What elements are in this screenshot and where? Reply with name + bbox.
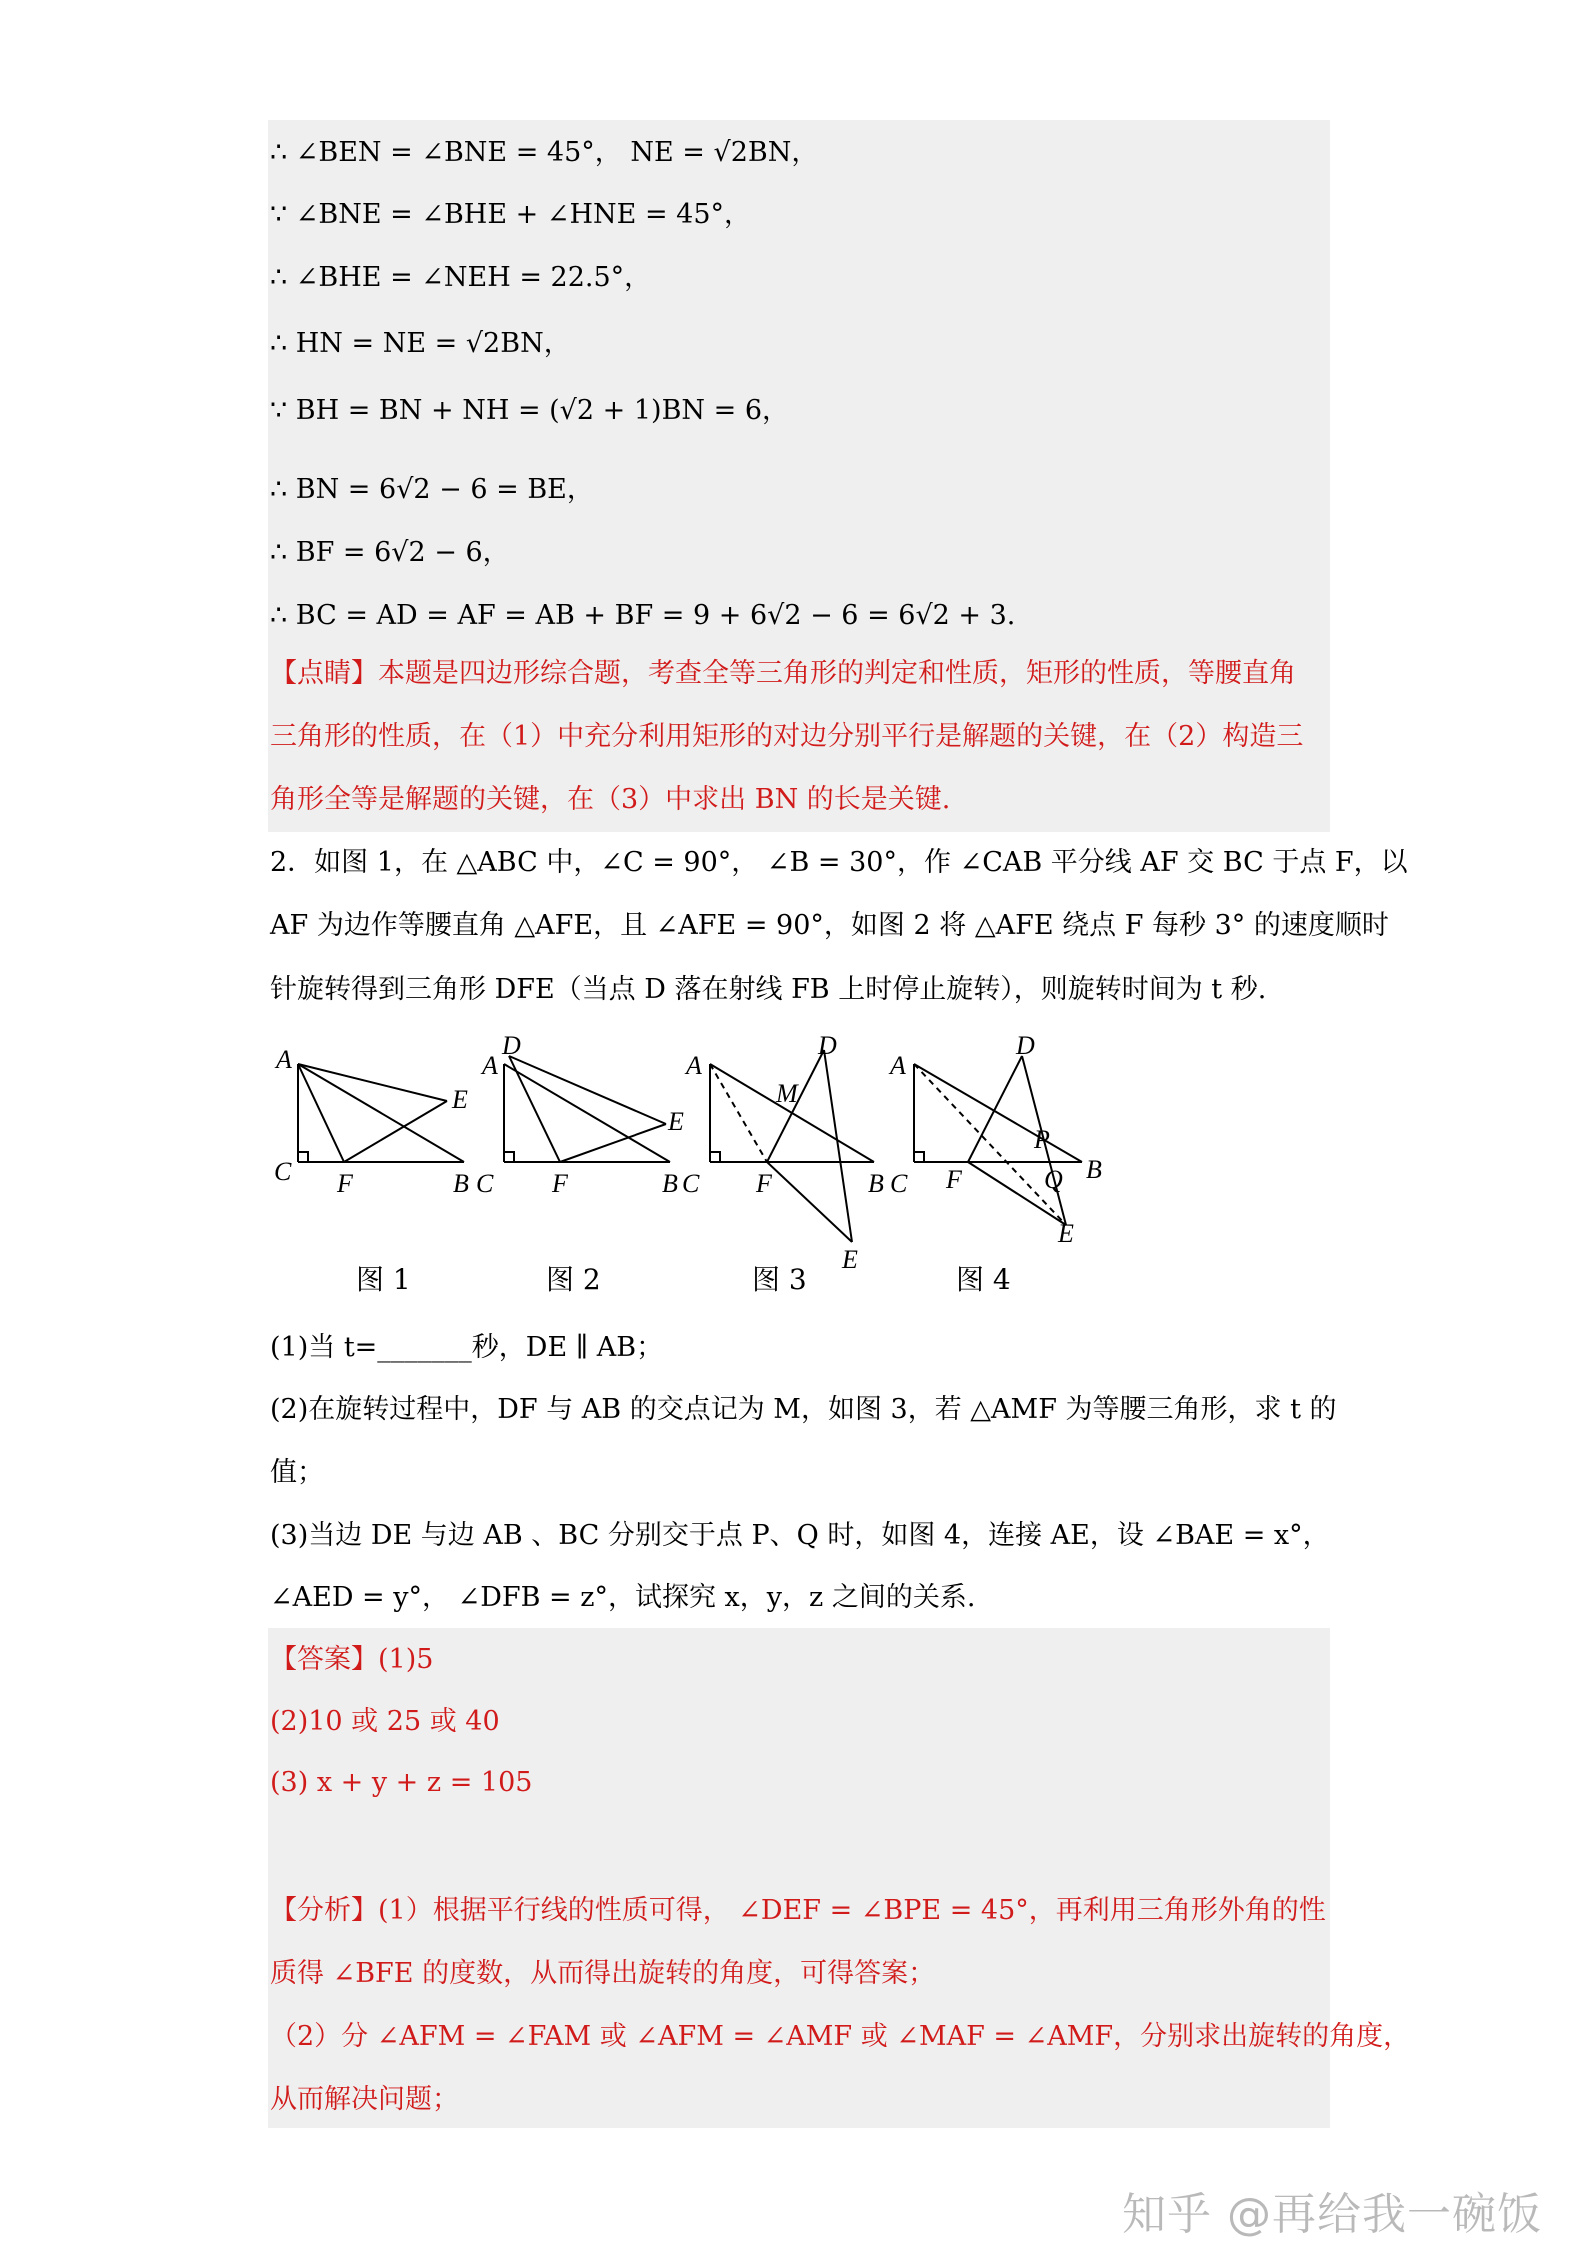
question-2-cont: 值； — [270, 1457, 324, 1488]
label-fig2-E: E — [668, 1107, 684, 1136]
label-fig1-A: A — [276, 1045, 292, 1074]
solution-line-8: ∴ BC = AD = AF = AB + BF = 9 + 6√2 − 6 = 6√2 + 3. — [270, 600, 1016, 631]
analysis-line-1: 【分析】(1）根据平行线的性质可得， ∠DEF = ∠BPE = 45°，再利用三角形外角的性 — [270, 1895, 1326, 1926]
question-3: (3)当边 DE 与边 AB 、BC 分别交于点 P、Q 时，如图 4，连接 AE，设 ∠BAE = x°， — [270, 1520, 1330, 1551]
label-fig1-C: C — [274, 1157, 292, 1186]
question-2: (2)在旋转过程中，DF 与 AB 的交点记为 M，如图 3，若 △AMF 为等腰三角形，求 t 的 — [270, 1394, 1337, 1425]
label-fig3-E: E — [842, 1245, 858, 1270]
answer-line-2: (2)10 或 25 或 40 — [270, 1706, 500, 1737]
question-1: (1)当 t=_______秒，DE ∥ AB； — [270, 1332, 664, 1363]
caption-fig3: 图 3 — [752, 1263, 807, 1296]
label-fig3-M: M — [776, 1079, 798, 1108]
solution-line-3: ∴ ∠BHE = ∠NEH = 22.5°， — [270, 262, 652, 293]
label-fig2-A: A — [482, 1051, 498, 1080]
analysis-line-4: 从而解决问题； — [270, 2084, 459, 2115]
label-fig4-Q: Q — [1044, 1165, 1063, 1194]
label-fig3-B: B — [868, 1169, 884, 1198]
analysis-line-3: （2）分 ∠AFM = ∠FAM 或 ∠AFM = ∠AMF 或 ∠MAF = ∠AMF，分别求出旋转的角度， — [270, 2021, 1411, 2052]
analysis-line-2: 质得 ∠BFE 的度数，从而得出旋转的角度，可得答案； — [270, 1958, 936, 1989]
caption-fig2: 图 2 — [546, 1263, 601, 1296]
label-fig4-F: F — [946, 1165, 962, 1194]
label-fig4-E: E — [1058, 1219, 1074, 1248]
label-fig4-A: A — [890, 1051, 906, 1080]
problem-line-1: 2．如图 1，在 △ABC 中，∠C = 90°， ∠B = 30°，作 ∠CAB 平分线 AF 交 BC 于点 F，以 — [270, 847, 1408, 878]
label-fig3-F: F — [756, 1169, 772, 1198]
comment-line-1: 【点睛】本题是四边形综合题，考查全等三角形的判定和性质，矩形的性质，等腰直角 — [270, 658, 1296, 689]
comment-line-2: 三角形的性质，在（1）中充分利用矩形的对边分别平行是解题的关键，在（2）构造三 — [270, 721, 1304, 752]
label-fig1-B: B — [453, 1169, 469, 1198]
label-fig2-C: C — [476, 1169, 494, 1198]
figure-4 — [914, 1056, 1082, 1225]
problem-line-2: AF 为边作等腰直角 △AFE，且 ∠AFE = 90°，如图 2 将 △AFE 绕点 F 每秒 3° 的速度顺时 — [270, 910, 1389, 941]
watermark: 知乎 @再给我一碗饭 — [1122, 2189, 1542, 2240]
label-fig4-P: P — [1034, 1125, 1050, 1154]
label-fig4-C: C — [890, 1169, 908, 1198]
caption-fig4: 图 4 — [956, 1263, 1011, 1296]
label-fig4-B: B — [1086, 1155, 1102, 1184]
solution-line-5: ∵ BH = BN + NH = (√2 + 1)BN = 6， — [270, 395, 789, 426]
problem-line-3: 针旋转得到三角形 DFE（当点 D 落在射线 FB 上时停止旋转），则旋转时间为 t 秒. — [270, 974, 1267, 1005]
geometry-figures — [262, 1030, 1122, 1270]
label-fig4-D: D — [1016, 1031, 1035, 1060]
label-fig3-C: C — [682, 1169, 700, 1198]
figure-1 — [298, 1064, 464, 1162]
solution-line-1: ∴ ∠BEN = ∠BNE = 45°， NE = √2BN， — [270, 137, 819, 168]
label-fig3-D: D — [818, 1031, 837, 1060]
question-3-cont: ∠AED = y°， ∠DFB = z°，试探究 x，y，z 之间的关系. — [270, 1582, 976, 1613]
solution-line-7: ∴ BF = 6√2 − 6， — [270, 537, 510, 568]
caption-fig1: 图 1 — [356, 1263, 411, 1296]
label-fig2-B: B — [662, 1169, 678, 1198]
label-fig2-F: F — [552, 1169, 568, 1198]
comment-line-3: 角形全等是解题的关键，在（3）中求出 BN 的长是关键. — [270, 784, 951, 815]
label-fig2-D: D — [502, 1031, 521, 1060]
answer-line-1: 【答案】(1)5 — [270, 1644, 434, 1675]
figure-2 — [504, 1056, 670, 1162]
solution-line-2: ∵ ∠BNE = ∠BHE + ∠HNE = 45°， — [270, 199, 752, 230]
solution-line-6: ∴ BN = 6√2 − 6 = BE， — [270, 474, 594, 505]
answer-line-3: (3) x + y + z = 105 — [270, 1767, 533, 1798]
label-fig3-A: A — [686, 1051, 702, 1080]
label-fig1-F: F — [337, 1169, 353, 1198]
label-fig1-E: E — [452, 1085, 468, 1114]
solution-line-4: ∴ HN = NE = √2BN， — [270, 328, 571, 359]
